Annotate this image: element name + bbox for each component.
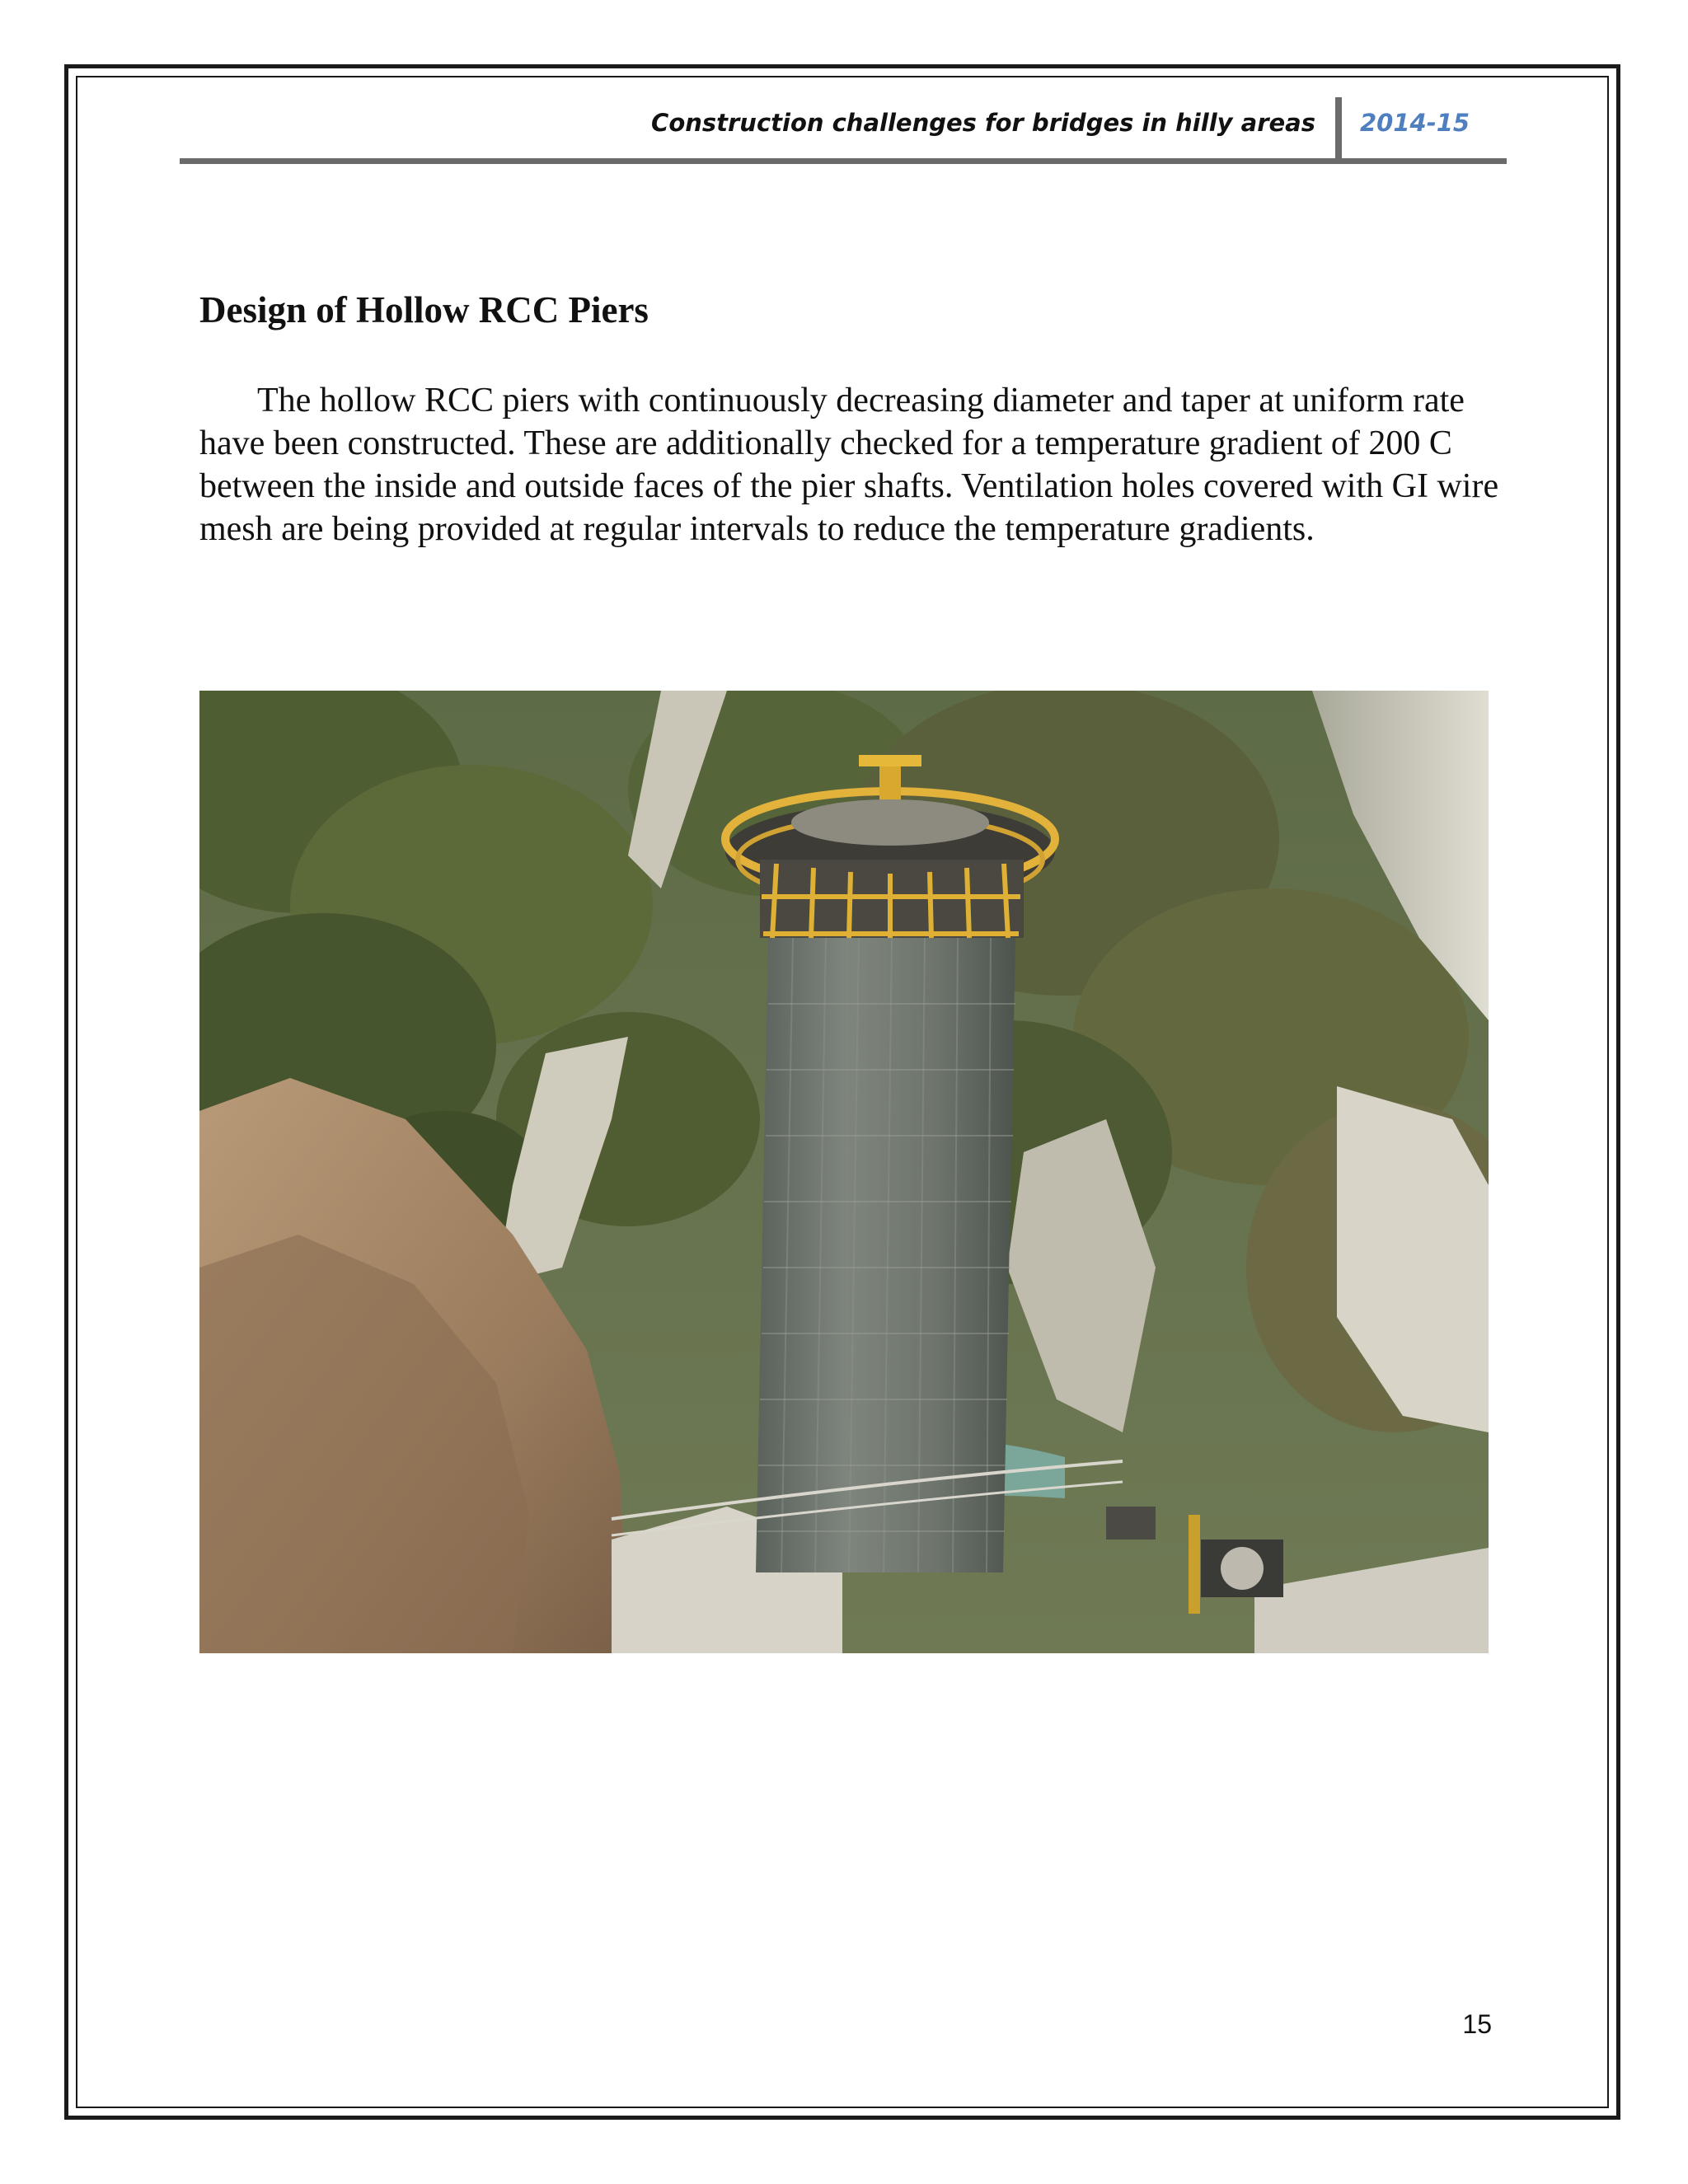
header-title: Construction challenges for bridges in hilly areas <box>651 109 1315 137</box>
pier-photo <box>199 691 1489 1653</box>
header-rule <box>180 158 1507 164</box>
header-separator <box>1335 97 1342 162</box>
section-paragraph: The hollow RCC piers with continuously decreasing diameter and taper at uniform rate have been constructed. These are additionally checked for a temperature gradient of 200 C between the inside and outside faces of the pier shafts. Ventilation holes covered with GI wire mesh are being provided at regular intervals to reduce the temperature gradients. <box>199 382 1499 548</box>
section-heading: Design of Hollow RCC Piers <box>199 289 649 330</box>
running-header <box>180 97 1507 162</box>
header-year: 2014-15 <box>1360 109 1470 137</box>
page-number: 15 <box>1462 2009 1492 2039</box>
